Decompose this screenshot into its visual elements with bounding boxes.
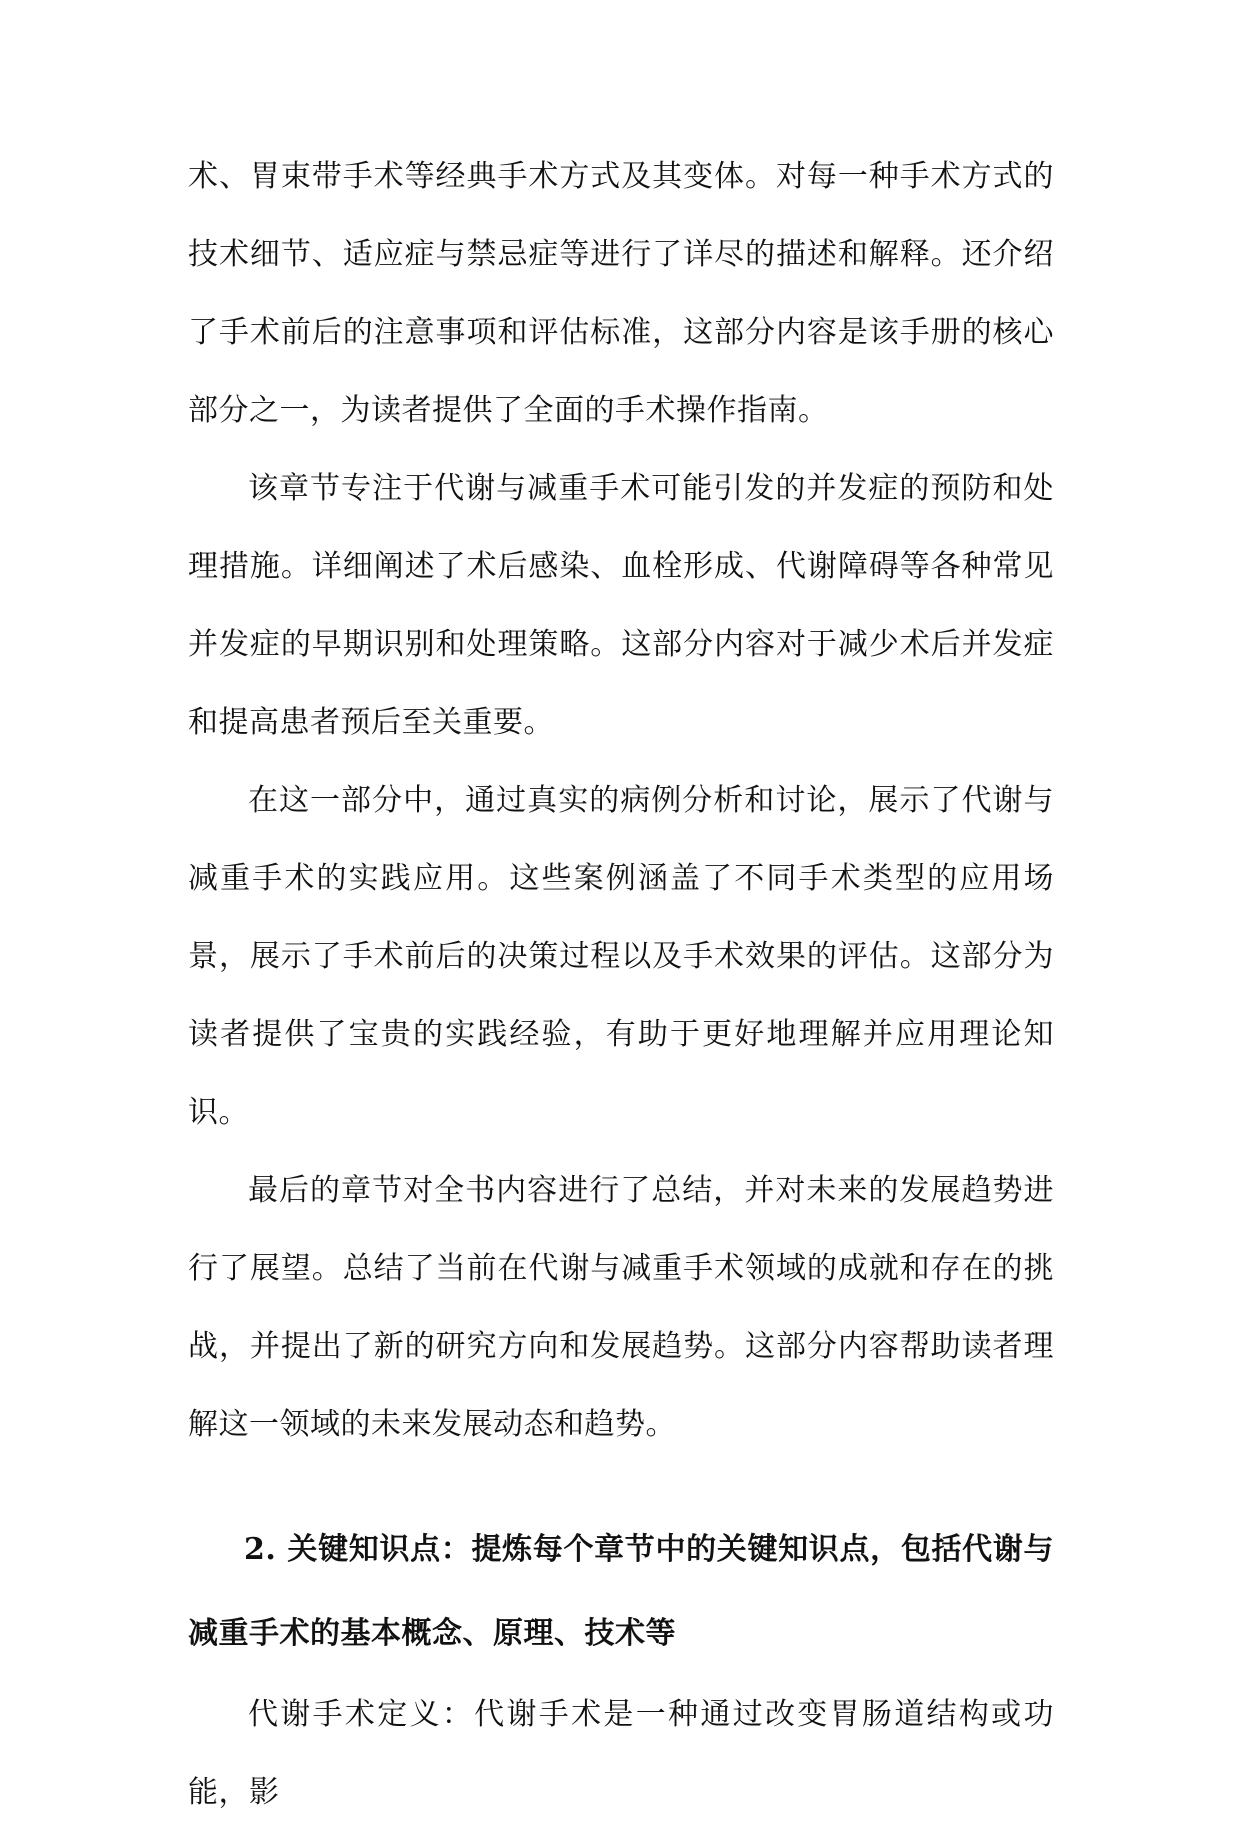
section-heading-key-knowledge: 2. 关键知识点：提炼每个章节中的关键知识点，包括代谢与减重手术的基本概念、原理、技术等 [188, 1532, 1054, 1651]
paragraph-summary-outlook: 最后的章节对全书内容进行了总结，并对未来的发展趋势进行了展望。总结了当前在代谢与减重手术领域的成就和存在的挑战，并提出了新的研究方向和发展趋势。这部分内容帮助读者理解这一领域的未来发展动态和趋势。 [188, 1173, 1054, 1442]
paragraph-case-studies: 在这一部分中，通过真实的病例分析和讨论，展示了代谢与减重手术的实践应用。这些案例涵盖了不同手术类型的应用场景，展示了手术前后的决策过程以及手术效果的评估。这部分为读者提供了宝贵的实践经验，有助于更好地理解并应用理论知识。 [188, 783, 1054, 1130]
paragraph-complications: 该章节专注于代谢与减重手术可能引发的并发症的预防和处理措施。详细阐述了术后感染、血栓形成、代谢障碍等各种常见并发症的早期识别和处理策略。这部分内容对于减少术后并发症和提高患者预后至关重要。 [188, 471, 1054, 740]
paragraph-metabolic-surgery-definition: 代谢手术定义：代谢手术是一种通过改变胃肠道结构或功能，影 [188, 1697, 1054, 1810]
paragraph-surgical-methods: 术、胃束带手术等经典手术方式及其变体。对每一种手术方式的技术细节、适应症与禁忌症等进行了详尽的描述和解释。还介绍了手术前后的注意事项和评估标准，这部分内容是该手册的核心部分之一，为读者提供了全面的手术操作指南。 [188, 159, 1054, 428]
document-body [188, 138, 1054, 1832]
